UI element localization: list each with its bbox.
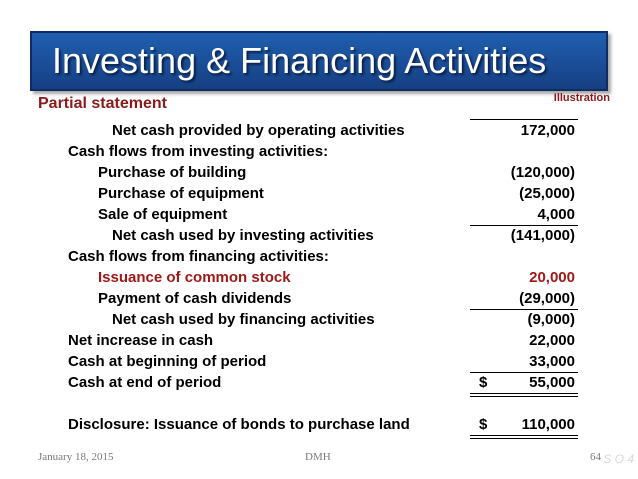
row-disclosure xyxy=(0,415,638,436)
row-value: (29,000) xyxy=(519,290,575,307)
row-value: 22,000 xyxy=(529,332,575,349)
row-net-increase xyxy=(0,331,638,352)
underline-top xyxy=(470,119,578,120)
illustration-tag: Illustration xyxy=(553,92,610,104)
row-label: Disclosure: Issuance of bonds to purchase land xyxy=(68,416,410,433)
row-value: (25,000) xyxy=(519,185,575,202)
row-label: Net cash provided by operating activities xyxy=(112,122,405,139)
section-heading: Partial statement xyxy=(38,95,167,112)
row-label: Net increase in cash xyxy=(68,332,214,349)
row-value: 55,000 xyxy=(529,374,575,391)
currency-symbol: $ xyxy=(479,416,488,433)
currency-symbol: $ xyxy=(479,374,488,391)
row-label: Net cash used by financing activities xyxy=(112,311,375,328)
row-label: Cash at end of period xyxy=(68,374,222,391)
row-label: Sale of equipment xyxy=(98,206,228,223)
row-label: Purchase of building xyxy=(98,164,247,181)
row-issuance-stock xyxy=(0,268,638,289)
underline-end-double-2 xyxy=(470,396,578,397)
title-banner xyxy=(30,31,608,91)
row-value: 4,000 xyxy=(537,206,575,223)
row-value: 110,000 xyxy=(521,416,575,433)
underline-disclosure-1 xyxy=(470,435,578,436)
row-label: Cash at beginning of period xyxy=(68,353,267,370)
slide-title: Investing & Financing Activities xyxy=(52,40,547,81)
footer-date: January 18, 2015 xyxy=(38,451,114,463)
row-label: Cash flows from investing activities: xyxy=(68,143,329,160)
row-net-investing xyxy=(0,226,638,247)
row-purchase-equipment xyxy=(0,184,638,205)
row-label: Net cash used by investing activities xyxy=(112,227,374,244)
row-cash-end xyxy=(0,373,638,394)
underline-end-double-1 xyxy=(470,393,578,394)
row-value: (120,000) xyxy=(510,164,575,181)
row-cash-beginning xyxy=(0,352,638,373)
row-value: (141,000) xyxy=(510,227,575,244)
row-cash-dividends xyxy=(0,289,638,310)
row-label: Payment of cash dividends xyxy=(98,290,292,307)
row-label: Cash flows from financing activities: xyxy=(68,248,329,265)
footer-page-number: 64 xyxy=(590,451,601,463)
study-objective-label: S O 4 xyxy=(603,452,634,466)
footer-author: DMH xyxy=(305,451,331,463)
row-value: (9,000) xyxy=(527,311,575,328)
row-purchase-building xyxy=(0,163,638,184)
row-financing-header xyxy=(0,247,638,268)
row-net-financing xyxy=(0,310,638,331)
row-value: 172,000 xyxy=(520,122,575,139)
row-investing-header xyxy=(0,142,638,163)
underline-disclosure-2 xyxy=(470,438,578,439)
row-label: Issuance of common stock xyxy=(98,269,291,286)
row-value: 33,000 xyxy=(529,353,575,370)
row-label: Purchase of equipment xyxy=(98,185,264,202)
row-value: 20,000 xyxy=(529,269,575,286)
row-sale-equipment xyxy=(0,205,638,226)
row-operating xyxy=(0,121,638,142)
